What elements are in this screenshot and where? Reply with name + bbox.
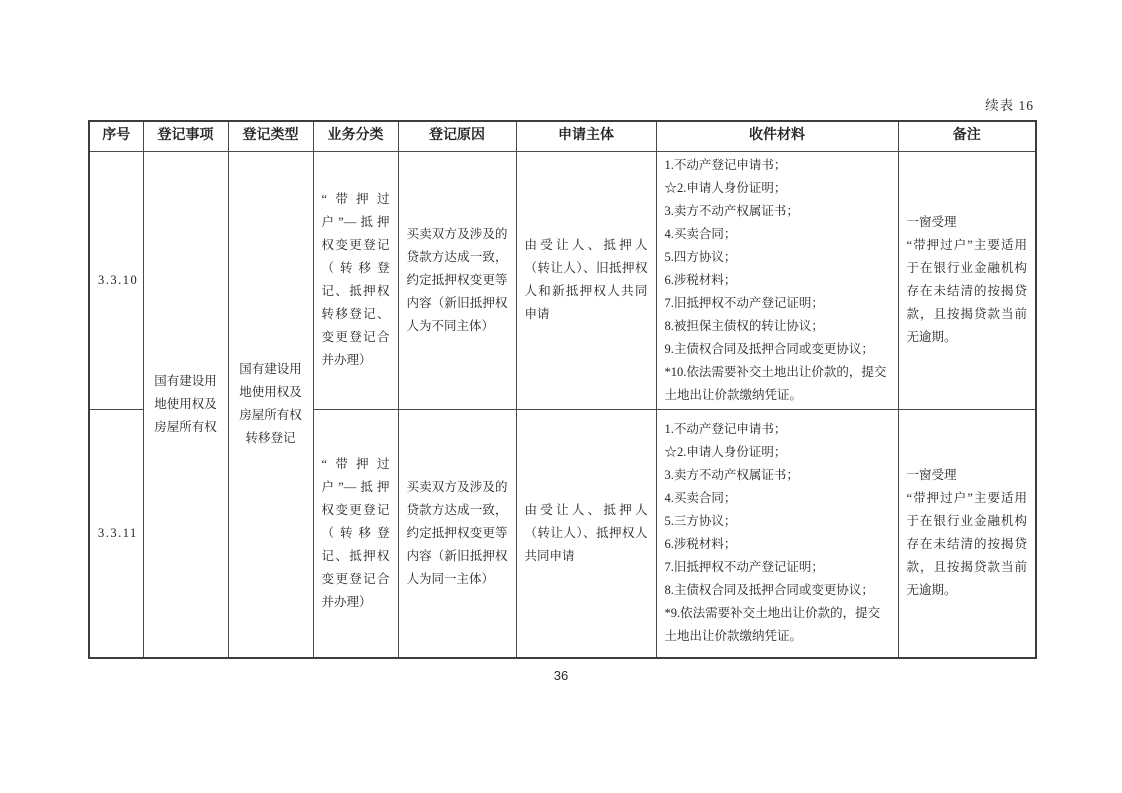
- table-header-row: [89, 121, 1036, 151]
- material-item: 1.不动产登记申请书；: [664, 157, 787, 172]
- col-header-reason: 登记原因: [398, 121, 516, 151]
- cell-serial: 3.3.11: [89, 409, 143, 658]
- material-item: 4.买卖合同；: [664, 491, 737, 506]
- material-item: 6.涉税材料；: [664, 537, 737, 552]
- note-line: “带押过户”主要适用于在银行业金融机构存在未结清的按揭贷款，且按揭贷款当前无逾期。: [906, 491, 1027, 598]
- cell-registration-type: 国有建设用地使用权及房屋所有权转移登记: [228, 151, 313, 658]
- table-row-3-3-10: [89, 151, 1036, 409]
- note-line: “带押过户”主要适用于在银行业金融机构存在未结清的按揭贷款，且按揭贷款当前无逾期。: [906, 238, 1027, 344]
- material-item: 1.不动产登记申请书；: [664, 422, 787, 437]
- material-item: ☆2.申请人身份证明；: [664, 180, 787, 195]
- cell-applicant: 由受让人、抵押人（转让人）、旧抵押权人和新抵押权人共同申请: [516, 151, 656, 409]
- col-header-serial: 序号: [89, 121, 143, 151]
- material-item: 3.卖方不动产权属证书；: [664, 468, 799, 483]
- material-item: 5.三方协议；: [664, 514, 737, 529]
- material-item: 9.主债权合同及抵押合同或变更协议；: [664, 341, 874, 356]
- col-header-notes: 备注: [898, 121, 1036, 151]
- material-item: 6.涉税材料；: [664, 272, 737, 287]
- cell-reason: 买卖双方及涉及的贷款方达成一致，约定抵押权变更等内容（新旧抵押权人为不同主体）: [398, 151, 516, 409]
- cell-materials: [656, 409, 898, 658]
- registration-table: [88, 120, 1037, 659]
- material-item: *10.依法需要补交土地出让价款的，提交土地出让价款缴纳凭证。: [664, 364, 887, 402]
- col-header-registration-type: 登记类型: [228, 121, 313, 151]
- material-item: 7.旧抵押权不动产登记证明；: [664, 295, 824, 310]
- cell-business-category: “带押过户”—抵押权变更登记（转移登记、抵押权变更登记合并办理）: [313, 409, 398, 658]
- cell-notes: [898, 409, 1036, 658]
- page-number: 36: [553, 668, 569, 683]
- note-line: 一窗受理: [906, 468, 957, 483]
- material-item: *9.依法需要补交土地出让价款的，提交土地出让价款缴纳凭证。: [664, 606, 881, 644]
- material-item: 5.四方协议；: [664, 249, 737, 264]
- material-item: 4.买卖合同；: [664, 226, 737, 241]
- material-item: 8.被担保主债权的转让协议；: [664, 318, 824, 333]
- material-item: 8.主债权合同及抵押合同或变更协议；: [664, 583, 874, 598]
- col-header-business-category: 业务分类: [313, 121, 398, 151]
- cell-business-category: “带押过户”—抵押权变更登记（转移登记、抵押权转移登记、变更登记合并办理）: [313, 151, 398, 409]
- cell-applicant: 由受让人、抵押人（转让人）、抵押权人共同申请: [516, 409, 656, 658]
- col-header-registration-item: 登记事项: [143, 121, 228, 151]
- cell-registration-item: 国有建设用地使用权及房屋所有权: [143, 151, 228, 658]
- cell-materials: [656, 151, 898, 409]
- material-item: 3.卖方不动产权属证书；: [664, 203, 799, 218]
- material-item: ☆2.申请人身份证明；: [664, 445, 787, 460]
- col-header-materials: 收件材料: [656, 121, 898, 151]
- material-item: 7.旧抵押权不动产登记证明；: [664, 560, 824, 575]
- cell-reason: 买卖双方及涉及的贷款方达成一致，约定抵押权变更等内容（新旧抵押权人为同一主体）: [398, 409, 516, 658]
- table-continuation-label: 续表 16: [985, 98, 1034, 113]
- cell-serial: 3.3.10: [89, 151, 143, 409]
- note-line: 一窗受理: [906, 215, 957, 229]
- cell-notes: [898, 151, 1036, 409]
- col-header-applicant: 申请主体: [516, 121, 656, 151]
